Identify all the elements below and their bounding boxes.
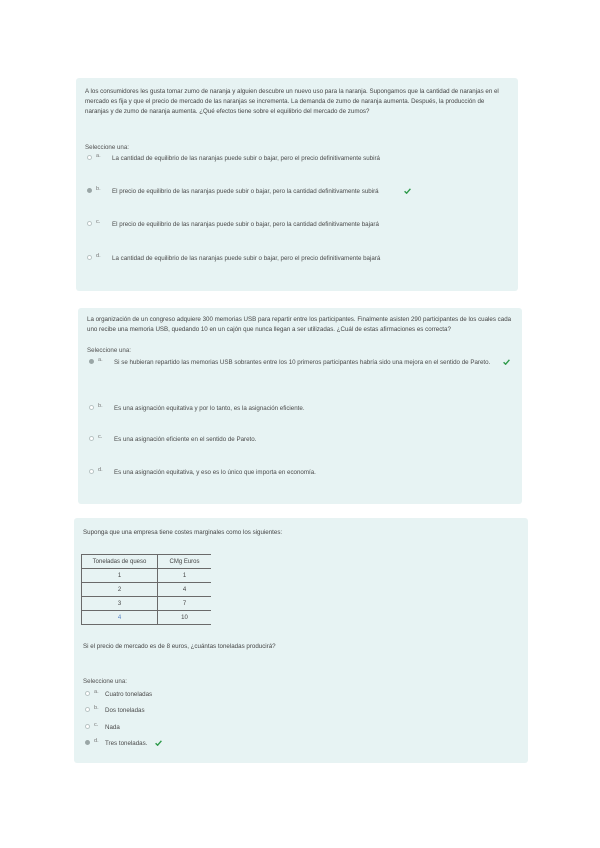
radio-button[interactable] [85, 707, 90, 712]
option-letter: d. [98, 467, 103, 473]
radio-button[interactable] [89, 469, 94, 474]
option-letter: d. [94, 738, 99, 744]
option-text: Es una asignación eficiente en el sentido de Pareto. [114, 436, 257, 443]
marginal-cost-table [81, 554, 211, 625]
table-cell: 1 [82, 569, 158, 583]
radio-button-selected[interactable] [85, 740, 90, 745]
answer-option-d[interactable] [89, 468, 509, 480]
radio-button[interactable] [89, 405, 94, 410]
radio-button[interactable] [85, 724, 90, 729]
question-card-2 [78, 308, 522, 504]
select-prompt: Seleccione una: [83, 678, 128, 685]
radio-button[interactable] [87, 155, 92, 160]
table-row [82, 583, 212, 597]
option-letter: a. [94, 689, 99, 695]
option-text: Nada [105, 724, 120, 731]
radio-button[interactable] [85, 691, 90, 696]
question-stem: Suponga que una empresa tiene costes marginales como los siguientes: [83, 529, 283, 536]
answer-option-b[interactable] [89, 404, 509, 416]
select-prompt: Seleccione una: [85, 144, 130, 151]
answer-option-d[interactable] [87, 254, 507, 266]
option-text: El precio de equilibrio de las naranjas puede subir o bajar, pero la cantidad definitivamente bajará [112, 221, 379, 228]
radio-button-selected[interactable] [89, 359, 94, 364]
option-text: Dos toneladas [105, 707, 145, 714]
table-cell: 10 [158, 611, 212, 625]
option-text: Si se hubieran repartido las memorias USB sobrantes entre los 10 primeros participantes habría sido una mejora en el sentido de Pareto. [114, 359, 491, 366]
option-text: Es una asignación equitativa, y eso es lo único que importa en economía. [114, 469, 316, 476]
correct-check-icon [503, 359, 510, 365]
option-letter: a. [96, 153, 101, 159]
question-text: Si el precio de mercado es de 8 euros, ¿cuántas toneladas producirá? [83, 643, 276, 650]
option-text: La cantidad de equilibrio de las naranjas puede subir o bajar, pero el precio definitivamente subirá [112, 155, 380, 162]
answer-option-c[interactable] [87, 220, 507, 232]
option-letter: c. [94, 722, 99, 728]
option-text: Tres toneladas. [105, 740, 148, 747]
option-letter: b. [94, 705, 99, 711]
option-letter: b. [96, 186, 101, 192]
select-prompt: Seleccione una: [87, 347, 132, 354]
question-card-1 [76, 78, 518, 291]
option-letter: a. [98, 357, 103, 363]
table-header: CMg Euros [158, 555, 212, 569]
radio-button[interactable] [89, 436, 94, 441]
option-letter: d. [96, 253, 101, 259]
option-letter: c. [96, 219, 101, 225]
answer-option-d[interactable] [85, 739, 385, 751]
answer-option-c[interactable] [85, 723, 385, 735]
table-row [82, 611, 212, 625]
option-letter: c. [98, 434, 103, 440]
correct-check-icon [404, 188, 411, 194]
answer-option-a[interactable] [89, 358, 514, 380]
table-row [82, 569, 212, 583]
option-text: Cuatro toneladas [105, 691, 153, 698]
question-stem: A los consumidores les gusta tomar zumo de naranja y alguien descubre un nuevo uso para la naranja. Supongamos que la cantidad de naranjas en el mercado es fija y que el precio de mercado de las naranjas se incrementa. La demanda de zumo de naranja aumenta. Después, la producción de naranjas y de zumo de naranja aumenta. ¿Qué efectos tiene sobre el equilibrio del mercado de zumos? [85, 88, 499, 115]
table-cell: 1 [158, 569, 212, 583]
table-header: Toneladas de queso [82, 555, 158, 569]
option-text: Es una asignación equitativa y por lo tanto, es la asignación eficiente. [114, 405, 305, 412]
table-cell: 4 [82, 611, 158, 625]
table-header-row [82, 555, 212, 569]
answer-option-b[interactable] [87, 187, 507, 199]
answer-option-a[interactable] [85, 690, 385, 702]
answer-option-b[interactable] [85, 706, 385, 718]
question-card-3 [74, 518, 528, 763]
radio-button[interactable] [87, 221, 92, 226]
answer-option-a[interactable] [87, 154, 507, 166]
table-cell: 3 [82, 597, 158, 611]
correct-check-icon [155, 740, 162, 746]
option-text: La cantidad de equilibrio de las naranjas puede subir o bajar, pero el precio definitivamente bajará [112, 255, 381, 262]
table-cell: 2 [82, 583, 158, 597]
question-stem: La organización de un congreso adquiere 300 memorias USB para repartir entre los participantes. Finalmente asisten 290 participantes de los cuales cada uno recibe una memoria USB, quedando 10 en un cajón que nunca llegan a ser utilizadas. ¿Cuál de estas afirmaciones es correcta? [87, 316, 512, 333]
table-cell: 4 [158, 583, 212, 597]
answer-option-c[interactable] [89, 435, 509, 447]
option-letter: b. [98, 403, 103, 409]
radio-button[interactable] [87, 255, 92, 260]
option-text: El precio de equilibrio de las naranjas puede subir o bajar, pero la cantidad definitivamente subirá [112, 188, 379, 195]
radio-button-selected[interactable] [87, 188, 92, 193]
table-row [82, 597, 212, 611]
table-cell: 7 [158, 597, 212, 611]
